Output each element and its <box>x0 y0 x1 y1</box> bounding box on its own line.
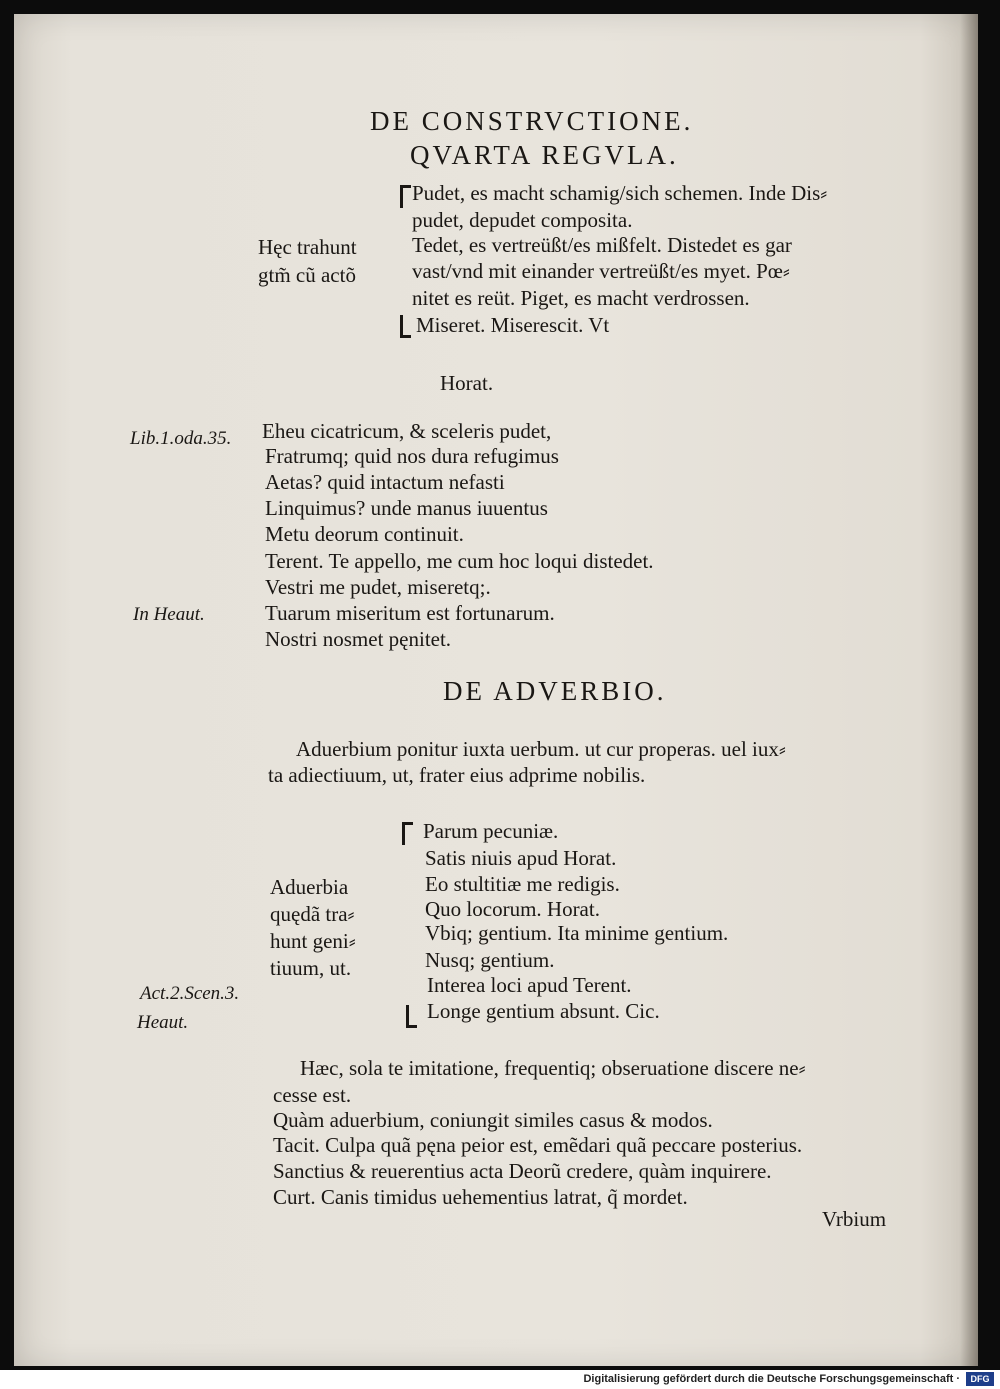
bracket-bottom <box>400 315 411 338</box>
horat-label: Horat. <box>440 371 494 395</box>
bracket-bottom <box>406 1005 417 1028</box>
rule-line: nitet es reüt. Piget, es macht verdrossen. <box>412 286 750 310</box>
closing-line: Tacit. Culpa quã pęna peior est, emẽdari quã peccare posterius. <box>273 1133 803 1157</box>
closing-line: Hæc, sola te imitatione, frequentiq; obseruatione discere ne⸗ <box>300 1056 806 1080</box>
margin-note-act: Act.2.Scen.3. <box>140 983 240 1004</box>
adverbio-list-item: Eo stultitiæ me redigis. <box>425 872 620 896</box>
rule-line: pudet, depudet composita. <box>412 208 633 232</box>
rule-left-label-1: Hęc trahunt <box>258 235 357 259</box>
closing-line: Sanctius & reuerentius acta Deorũ credere, quàm inquirere. <box>273 1159 772 1183</box>
closing-line: Quàm aduerbium, coniungit similes casus & modos. <box>273 1108 713 1132</box>
bracket-top <box>400 185 411 208</box>
rule-line: Pudet, es macht schamig/sich schemen. Inde Dis⸗ <box>412 181 828 205</box>
quote-line: Eheu cicatricum, & sceleris pudet, <box>262 419 552 443</box>
page-title: DE CONSTRVCTIONE. <box>370 106 694 136</box>
quote-line: Fratrumq; quid nos dura refugimus <box>265 444 559 468</box>
quote-line: Terent. Te appello, me cum hoc loqui distedet. <box>265 549 654 573</box>
catchword: Vrbium <box>822 1207 887 1231</box>
adverbio-list-item: Vbiq; gentium. Ita minime gentium. <box>425 921 729 945</box>
adverbio-list-item: Quo locorum. Horat. <box>425 897 600 921</box>
adverbio-list-item: Parum pecuniæ. <box>423 819 559 843</box>
adverbio-left-label: hunt geni⸗ <box>270 929 356 953</box>
section-subtitle: QVARTA REGVLA. <box>410 140 679 170</box>
quote-line: Aetas? quid intactum nefasti <box>265 470 505 494</box>
adverbio-title: DE ADVERBIO. <box>443 676 667 706</box>
quote-line: Vestri me pudet, miseretq;. <box>265 575 491 599</box>
bracket-top <box>402 822 413 845</box>
adverbio-list-item: Interea loci apud Terent. <box>427 973 632 997</box>
adverbio-left-label: Aduerbia <box>270 875 349 899</box>
adverbio-list-item: Satis niuis apud Horat. <box>425 846 617 870</box>
adverbio-left-label: tiuum, ut. <box>270 956 352 980</box>
digitization-footer <box>0 1371 1000 1389</box>
quote-line: Nostri nosmet pęnitet. <box>265 627 452 651</box>
quote-line: Metu deorum continuit. <box>265 522 464 546</box>
adverbio-left-label: quędã tra⸗ <box>270 902 355 926</box>
adverbio-intro: ta adiectiuum, ut, frater eius adprime nobilis. <box>268 763 646 787</box>
margin-note-heaut: Heaut. <box>137 1012 189 1033</box>
margin-note-ode: Lib.1.oda.35. <box>130 428 232 449</box>
quote-line: Tuarum miseritum est fortunarum. <box>265 601 555 625</box>
closing-line: cesse est. <box>273 1083 352 1107</box>
rule-left-label-2: gtm̃ cũ actõ <box>258 263 356 287</box>
page-gutter-shadow <box>960 14 978 1366</box>
adverbio-list-item: Nusq; gentium. <box>425 948 555 972</box>
dfg-logo-icon: DFG <box>966 1372 994 1386</box>
rule-line: Tedet, es vertreüßt/es mißfelt. Distedet es gar <box>412 233 792 257</box>
adverbio-list-item: Longe gentium absunt. Cic. <box>427 999 660 1023</box>
rule-line: vast/vnd mit einander vertreüßt/es myet. Pœ⸗ <box>412 259 790 283</box>
footer-credit: Digitalisierung gefördert durch die Deutsche Forschungsgemeinschaft · <box>583 1373 960 1385</box>
margin-note-heaut: In Heaut. <box>133 604 205 625</box>
closing-line: Curt. Canis timidus uehementius latrat, q̃ mordet. <box>273 1185 688 1209</box>
adverbio-intro: Aduerbium ponitur iuxta uerbum. ut cur properas. uel iux⸗ <box>296 737 786 761</box>
rule-line: Miseret. Miserescit. Vt <box>416 313 610 337</box>
quote-line: Linquimus? unde manus iuuentus <box>265 496 548 520</box>
